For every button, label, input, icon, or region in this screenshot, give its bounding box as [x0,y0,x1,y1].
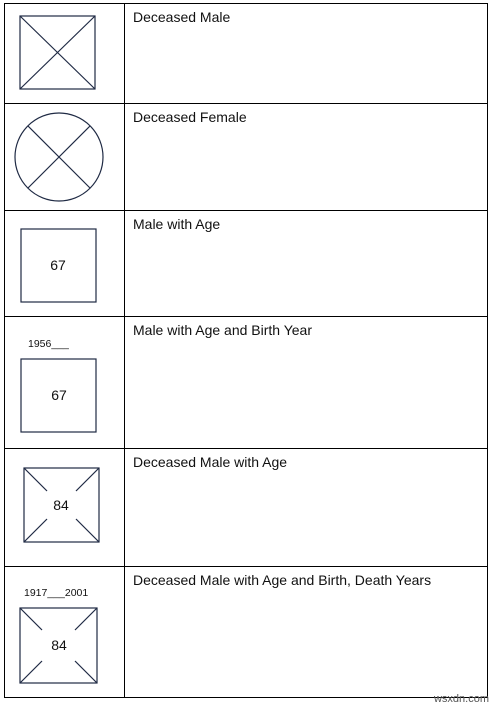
table-row [5,211,488,317]
table-row [5,4,488,104]
row-label: Male with Age and Birth Year [125,317,488,449]
deceased-female-symbol [5,104,124,211]
pedigree-legend-table [4,3,488,698]
symbol-cell [5,449,125,567]
symbol-cell [5,211,125,317]
row-label: Deceased Male with Age and Birth, Death Years [125,567,488,698]
table-row [5,449,488,567]
symbol-cell [5,567,125,698]
row-label: Male with Age [125,211,488,317]
age-label: 84 [53,497,69,513]
row-label: Deceased Female [125,104,488,211]
symbol-cell [5,104,125,211]
male-with-age-and-birth-year-symbol [5,317,124,449]
table-row [5,567,488,698]
symbol-cell [5,4,125,104]
age-label: 67 [50,257,66,273]
age-label: 67 [51,387,67,403]
watermark: wsxdn.com [433,693,489,705]
years-label: 1956___ [28,338,69,350]
age-label: 84 [51,637,67,653]
years-label: 1917___2001 [24,587,89,599]
row-label: Deceased Male [125,4,488,104]
row-label: Deceased Male with Age [125,449,488,567]
deceased-male-symbol [5,4,124,104]
male-with-age-symbol [5,211,124,317]
table-row [5,317,488,449]
deceased-male-with-age-symbol [5,449,124,567]
symbol-cell [5,317,125,449]
table-row [5,104,488,211]
deceased-male-with-age-birth-death-symbol [5,567,124,698]
